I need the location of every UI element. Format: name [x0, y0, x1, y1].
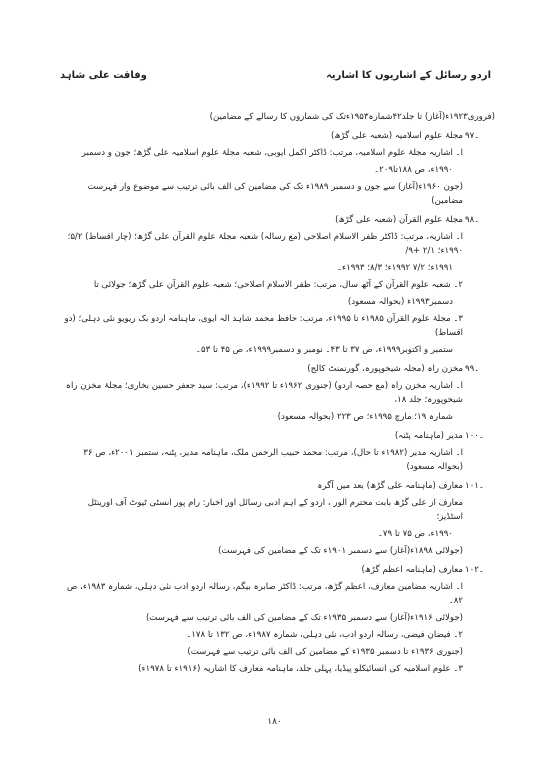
entry-line: شمارہ ۱۹؛ مارچ ۱۹۹۵ء؛ ص ۲۲۳ (بحوالہ مسعود) — [277, 412, 453, 422]
entry-line: ا۔ اشاریہ، مرتب: ڈاکٹر ظفر الاسلام اصلاحی (مع رسالہ) شعبہ مجلۂ علوم القرآن علی گڑھ؛ (چار اقساط) ۵/۲؛ ۱۹۹۰ء؛ ۲/۱ +۹/ — [67, 232, 463, 256]
entry-title: مجلۂ علوم القرآن (شعبہ علی گڑھ) — [335, 215, 463, 225]
entry-102 — [60, 563, 495, 676]
entry-title: مدیر (ماہنامہ پٹنہ) — [394, 431, 463, 441]
entry-line: ا۔ اشاریہ مخزن راہ (مع حصہ اردو) (جنوری ۱۹۶۲ء تا ۱۹۹۲ء)، مرتب: سید جعفر حسین بخاری؛ مجلۂ مخزن راہ شیخوپورہ؛ جلد ۱۸، — [65, 381, 463, 405]
entry-line: ۲۔ فیضان فیضی، رسالہ اردو ادب، نئی دہلی، شمارہ ۱۹۸۷ء، ص ۱۳۲ تا ۱۷۸۔ — [186, 630, 463, 640]
entry-line: (جنوری ۱۹۳۶ء تا دسمبر ۱۹۳۵ء کے مضامین کی الف بائی ترتیب سے فہرست) — [187, 647, 463, 657]
entry-99 — [60, 362, 495, 424]
entry-number: ۹۸۔ — [465, 215, 480, 225]
entry-title: مجلۂ علوم اسلامیہ (شعبہ علی گڑھ) — [330, 131, 463, 141]
entry-101 — [60, 479, 495, 558]
entry-line: ۱۹۹۰ء، ص ۷۵ تا ۷۹۔ — [377, 529, 453, 539]
entry-line: ا۔ اشاریہ مدیر (۱۹۸۲ء تا حال)، مرتب: محمد حبیب الرحمن ملک، ماہنامہ مدیر، پٹنہ، ستمبر ۲۰۰۱ء، ص ۳۶ (بحوالہ مسعود) — [83, 448, 463, 472]
entry-title: معارف (ماہنامہ اعظم گڑھ) — [361, 565, 463, 575]
entry-line: ا۔ اشاریہ مضامین معارف، اعظم گڑھ، مرتب: ڈاکٹر صابرہ بیگم، رسالہ اردو ادب نئی دہلی، شمارہ ۱۹۸۳ء، ص ۸۲۔ — [66, 582, 463, 606]
entry-line: (جون ۱۹۶۰ء(آغاز) سے جون و دسمبر ۱۹۸۹ء تک کی مضامین کی الف بائی ترتیب سے موضوع وار فہرست مضامین) — [87, 182, 463, 206]
entry-title: مخزن راہ (مجلہ شیخوپورہ، گورنمنٹ کالج) — [307, 364, 463, 374]
continued-line: (فروری۱۹۲۳ء(آغاز) تا جلد۴۲شمارہ۱۹۵۳ءتک کی شماروں کا رسالے کے مضامین) — [209, 112, 495, 122]
entry-line: ا۔ اشاریہ مجلۂ علوم اسلامیہ، مرتب: ڈاکٹر اکمل ایوبی، شعبہ مجلۂ علوم اسلامیہ علی گڑھ؛ جون و دسمبر — [81, 148, 463, 158]
entry-line: ۱۹۹۰ء، ص ۱۸۸تا۲۰۹۔ — [374, 165, 453, 175]
entry-line: دسمبر۱۹۹۳ء (بحوالہ مسعود) — [347, 297, 453, 307]
entry-line: ۲۔ شعبہ علوم القرآن کے آٹھ سال، مرتب: ظفر الاسلام اصلاحی؛ شعبہ علوم القرآن علی گڑھ؛ جولائی تا — [93, 280, 463, 290]
page-number: ۱۸۰ — [267, 717, 282, 727]
header-author: وفاقت علی شاہد — [60, 70, 147, 81]
entry-line: ستمبر و اکتوبر۱۹۹۹ء، ص ۳۷ تا ۴۳۔ نومبر و دسمبر۱۹۹۹ء، ص ۴۵ تا ۵۳۔ — [195, 345, 453, 355]
entry-number: ۹۹۔ — [465, 364, 480, 374]
entry-line: (جولائی ۱۸۹۸ء(آغاز) سے دسمبر ۱۹۰۱ء تک کے مضامین کی فہرست) — [218, 546, 463, 556]
entry-number: ۱۰۱۔ — [465, 481, 484, 491]
entry-line: (جولائی ۱۹۱۶ء(آغاز) سے دسمبر ۱۹۳۵ء تک کے مضامین کی الف بائی ترتیب سے فہرست) — [145, 613, 463, 623]
running-header — [60, 70, 491, 84]
entry-number: ۱۰۰۔ — [465, 431, 484, 441]
entry-number: ۱۰۲۔ — [465, 565, 484, 575]
entry-line: ۳۔ علوم اسلامیہ کی انسائیکلو پیڈیا، پہلی جلد، ماہنامہ معارف کا اشاریہ (۱۹۱۶ء تا ۱۹۷۸ء) — [138, 664, 463, 674]
entry-98 — [60, 213, 495, 357]
entry-line: ۳۔ مجلۂ علوم القرآن ۱۹۸۵ء تا ۱۹۹۵ء، مرتب: حافظ محمد شاہد الہ ایوی، ماہنامہ اردو بک ریویو نئی دہلی؛ (دو اقساط) — [64, 314, 463, 338]
entry-number: ۹۷۔ — [465, 131, 480, 141]
entry-100 — [60, 429, 495, 474]
entry-line: ۱۹۹۱ء؛ ۷/۲ ۱۹۹۲ء؛ ۸/۳؛ ۱۹۹۳ء۔ — [337, 263, 453, 273]
document-body — [60, 110, 495, 681]
header-title: اردو رسائل کے اشاریوں کا اشاریہ — [326, 70, 491, 81]
entry-line: معارف از علی گڑھ بابت محترم الور ، اردو کے اہم ادبی رسائل اور اخبار: رام پور انسٹی ٹیوٹ آف اورینٹل اسٹڈیز؛ — [87, 498, 463, 522]
entry-title: معارف (ماہنامہ علی گڑھ) بعد میں آگرہ — [317, 481, 463, 491]
entry-97 — [60, 129, 495, 208]
